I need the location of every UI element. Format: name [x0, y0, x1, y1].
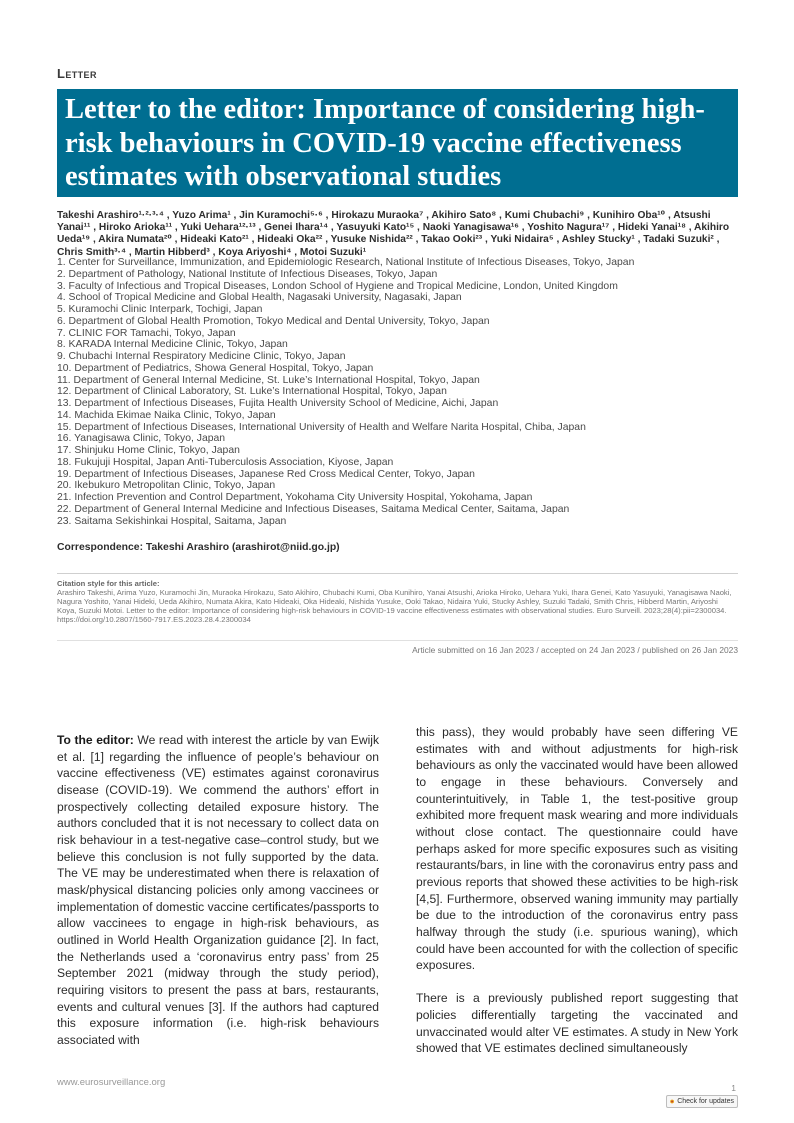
affiliation-item: 12. Department of Clinical Laboratory, St. Luke’s International Hospital, Tokyo, Japan: [57, 386, 447, 398]
affiliation-item: 2. Department of Pathology, National Institute of Infectious Diseases, Tokyo, Japan: [57, 268, 438, 280]
divider: [57, 573, 738, 574]
body-text: this pass), they would probably have seen differing VE estimates with and without adjustments for high-risk behaviours as only the vaccinated would have been allowed to engage in these behaviours. Conversely and counterintuitively, in Table 1, the test-positive group exhibited more frequent mask wearing and more individuals without close contact. The questionnaire could have perhaps asked for more specific exposures such as visiting restaurants/bars, in line with the coronavirus entry pass and previous reports that showed these activities to be high-risk [4,5]. Furthermore, observed waning immunity may partially be due to the introduction of the coronavirus entry pass halfway through the study (i.e. spurious waning), which could have been accounted for with the collection of specific exposures.: [416, 725, 738, 973]
body-text: We read with interest the article by van Ewijk et al. [1] regarding the influence of people’s behaviour on vaccine effectiveness (VE) estimates against coronavirus disease (COVID-19). We commend the authors’ effort in prospectively collecting detailed exposure history. The authors concluded that it is not necessary to collect data on risk behaviour in a test-negative case–control study, but we believe this conclusion is not fully supported by the data. The VE may be underestimated when there is relaxation of mask/physical distancing policies only among vaccinees or implementation of domestic vaccine certificates/passports to allow vaccinees to engage in high-risk behaviours, as outlined in World Health Organization guidance [2]. In fact, the Netherlands used a ‘coronavirus entry pass’ from 25 September 2021 (midway through the study period), requiring visitors to present the pass at bars, restaurants, events and cultural venues [3]. If the authors had captured this exposure information (i.e. high-risk behaviours associated with: [57, 733, 379, 1047]
body-column-left: [57, 732, 379, 1065]
check-updates-icon: [670, 1097, 674, 1106]
citation-label: Citation style for this article:: [57, 579, 160, 588]
section-label: Letter: [57, 66, 97, 81]
affiliation-list: [57, 257, 757, 527]
correspondence: Correspondence: Takeshi Arashiro (arashirot@niid.go.jp): [57, 542, 340, 553]
lead-in: To the editor:: [57, 733, 134, 747]
affiliation-item: 7. CLINIC FOR Tamachi, Tokyo, Japan: [57, 327, 236, 339]
article-title: Letter to the editor: Importance of considering high-risk behaviours in COVID-19 vaccine effectiveness estimates with observational studies: [65, 94, 705, 192]
affiliation-item: 11. Department of General Internal Medicine, St. Luke’s International Hospital, Tokyo, Japan: [57, 374, 480, 386]
affiliation-item: 14. Machida Ekimae Naika Clinic, Tokyo, Japan: [57, 409, 276, 421]
title-banner: [57, 89, 738, 197]
affiliation-item: 17. Shinjuku Home Clinic, Tokyo, Japan: [57, 445, 240, 456]
affiliation-item: 9. Chubachi Internal Respiratory Medicine Clinic, Tokyo, Japan: [57, 351, 346, 362]
affiliation-item: 8. KARADA Internal Medicine Clinic, Tokyo, Japan: [57, 339, 288, 351]
affiliation-item: 4. School of Tropical Medicine and Global Health, Nagasaki University, Nagasaki, Japan: [57, 292, 462, 304]
affiliation-item: 16. Yanagisawa Clinic, Tokyo, Japan: [57, 433, 226, 445]
affiliation-item: 20. Ikebukuro Metropolitan Clinic, Tokyo, Japan: [57, 480, 276, 492]
submission-dates: Article submitted on 16 Jan 2023 / accepted on 24 Jan 2023 / published on 26 Jan 2023: [412, 645, 738, 655]
page-number: 1: [731, 1083, 736, 1093]
body-paragraph: [416, 724, 738, 974]
affiliation-item: 15. Department of Infectious Diseases, International University of Health and Welfare Narita Hospital, Chiba, Japan: [57, 421, 586, 433]
affiliation-item: 3. Faculty of Infectious and Tropical Diseases, London School of Hygiene and Tropical Medicine, London, United Kingdom: [57, 280, 618, 292]
journal-url[interactable]: www.eurosurveillance.org: [57, 1077, 166, 1088]
affiliation-item: 18. Fukujuji Hospital, Japan Anti-Tuberculosis Association, Kiyose, Japan: [57, 456, 394, 468]
body-paragraph: [57, 732, 379, 1048]
check-for-updates-button[interactable]: [666, 1095, 738, 1108]
affiliation-item: 6. Department of Global Health Promotion, Tokyo Medical and Dental University, Tokyo, Japan: [57, 315, 490, 327]
body-paragraph: There is a previously published report suggesting that policies differentially targeting the vaccinated and unvaccinated would alter VE estimates. A study in New York showed that VE estimates declined simultaneously: [416, 991, 738, 1056]
author-list: Takeshi Arashiro¹·²·³·⁴ , Yuzo Arima¹ , Jin Kuramochi⁵·⁶ , Hirokazu Muraoka⁷ , Akihiro Sato⁸ , Kumi Chubachi⁹ , Kunihiro Oba¹⁰ , Atsushi Yanai¹¹ , Hiroko Arioka¹¹ , Yuki Uehara¹²·¹³ , Genei Ihara¹⁴ , Yasuyuki Kato¹⁵ , Naoki Yanagisawa¹⁶ , Yoshito Nagura¹⁷ , Hideki Yanai¹⁸ , Akihiro Ueda¹⁹ , Akira Numata²⁰ , Hideaki Kato²¹ , Hideaki Oka²² , Yusuke Nishida²² , Takao Ooki²³ , Yuki Nidaira⁵ , Ashley Stucky¹ , Tadaki Suzuki² , Chris Smith³·⁴ , Martin Hibberd³ , Koya Ariyoshi⁴ , Motoi Suzuki¹: [57, 210, 730, 258]
check-updates-label: Check for updates: [677, 1098, 734, 1105]
affiliation-item: 21. Infection Prevention and Control Department, Yokohama City University Hospital, Yokohama, Japan: [57, 492, 533, 503]
affiliation-item: 10. Department of Pediatrics, Showa General Hospital, Tokyo, Japan: [57, 362, 374, 374]
affiliation-item: 1. Center for Surveillance, Immunization, and Epidemiologic Research, National Institute of Infectious Diseases, Tokyo, Japan: [57, 257, 635, 268]
affiliation-item: 23. Saitama Sekishinkai Hospital, Saitama, Japan: [57, 515, 287, 527]
affiliation-item: 13. Department of Infectious Diseases, Fujita Health University School of Medicine, Aichi, Japan: [57, 398, 499, 409]
divider: [57, 640, 738, 641]
affiliation-item: 5. Kuramochi Clinic Interpark, Tochigi, Japan: [57, 304, 263, 315]
affiliation-item: 22. Department of General Internal Medicine and Infectious Diseases, Saitama Medical Center, Saitama, Japan: [57, 503, 570, 515]
body-column-right: [416, 724, 738, 1074]
citation-text: Arashiro Takeshi, Arima Yuzo, Kuramochi Jin, Muraoka Hirokazu, Sato Akihiro, Chubachi Kumi, Oba Kunihiro, Yanai Atsushi, Arioka Hiroko, Uehara Yuki, Ihara Genei, Kato Yasuyuki, Yanagisawa Naoki, Nagura Yoshito, Yanai Hideki, Ueda Akihiro, Numata Akira, Kato Hideaki, Oka Hideaki, Nishida Yusuke, Ooki Takao, Nidaira Yuki, Stucky Ashley, Suzuki Tadaki, Smith Chris, Hibberd Martin, Ariyoshi Koya, Suzuki Motoi. Letter to the editor: Importance of considering high-risk behaviours in COVID-19 vaccine effectiveness estimates with observational studies. Euro Surveill. 2023;28(4):pii=2300034. https://doi.org/10.2807/1560-7917.ES.2023.28.4.2300034: [57, 588, 732, 625]
affiliation-item: 19. Department of Infectious Diseases, Japanese Red Cross Medical Center, Tokyo, Japan: [57, 468, 475, 480]
